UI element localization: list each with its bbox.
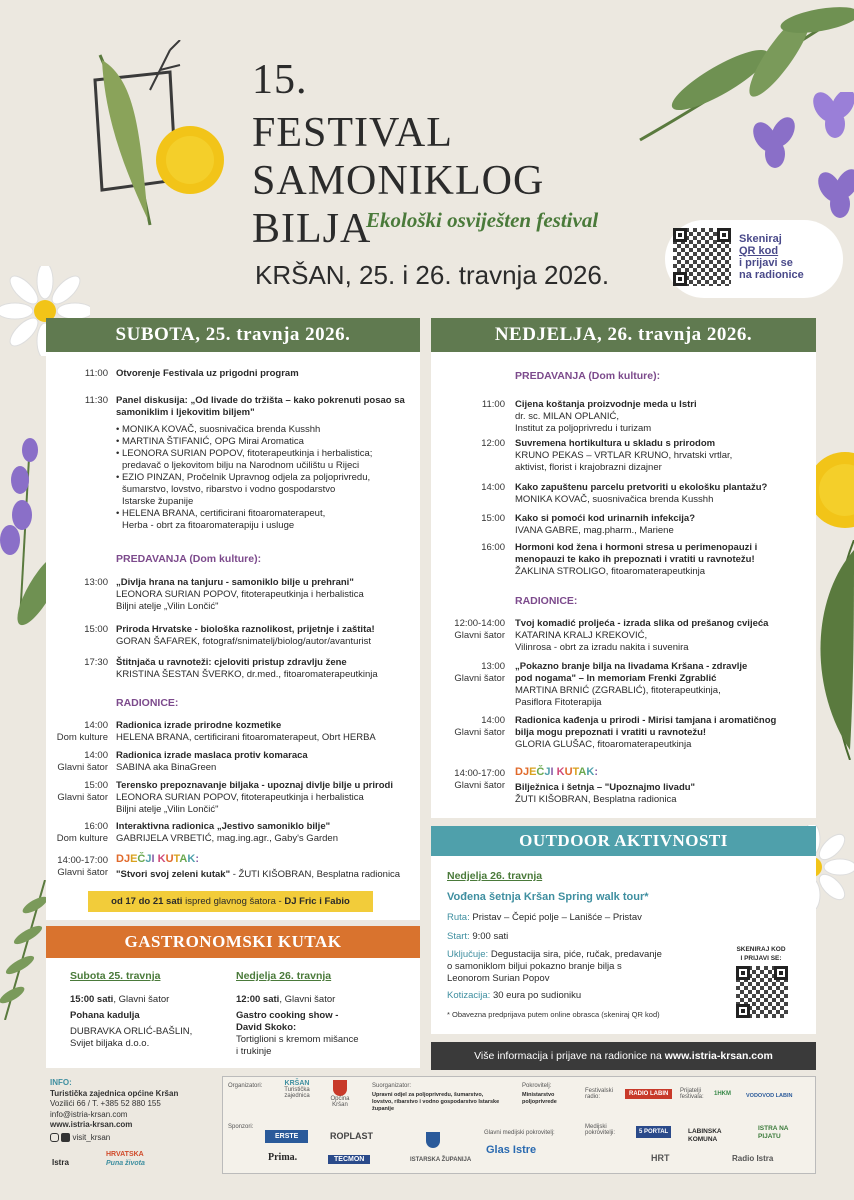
qr-text-2: QR kod xyxy=(739,245,779,257)
workshop-item: Tvoj komadić proljeća - izrada slika od prešanog cvijeća KATARINA KRALJ KREKOVIĆ, Vilinrosa - obrt za izradu nakita i suvenira xyxy=(515,618,769,653)
event-time: 11:00 xyxy=(481,399,505,410)
tour-includes: Uključuje: Degustacija sira, piće, ručak, predavanje o samoniklom biljui pokazno branje bilja s Leonorom Surian Popov xyxy=(447,949,662,984)
gastro-sun-desc: Tortiglioni s kremom mišance i trukinje xyxy=(236,1034,359,1057)
fern-left-icon xyxy=(0,880,50,1020)
organizers-label: Organizatori: xyxy=(228,1083,263,1089)
outdoor-qr-label: SKENIRAJ KOD I PRIJAVI SE: xyxy=(736,946,786,962)
workshop-item: Radionica kađenja u prirodi - Mirisi tamjana i aromatičnog bilja mogu prepoznati i vratiti u ravnotežu! GLORIA GLUŠAC, fitoaromaterapeutkinja xyxy=(515,715,777,750)
media-label: Glavni medijski pokrovitelj: xyxy=(484,1130,555,1136)
facebook-icon[interactable] xyxy=(61,1133,70,1142)
speaker-line: • MARTINA ŠTIFANIĆ, OPG Mirai Aromatica xyxy=(116,436,304,447)
tour-note: * Obavezna predprijava putem online obrasca (skeniraj QR kod) xyxy=(447,1010,660,1019)
media-logo: LABINSKA KOMUNA xyxy=(688,1128,722,1143)
patron: Ministarstvo poljoprivrede xyxy=(522,1092,557,1105)
outdoor-qr-code-icon[interactable] xyxy=(736,966,788,1018)
tour-start: Start: 9:00 sati xyxy=(447,931,509,942)
workshop-item: Interaktivna radionica „Jestivo samoniklo bilje" GABRIJELA VRBETIĆ, mag.ing.agr., Gaby's Garden xyxy=(116,821,338,844)
saturday-header: SUBOTA, 25. travnja 2026. xyxy=(46,318,420,352)
contact-email[interactable]: info@istria-krsan.com xyxy=(50,1109,128,1119)
outdoor-day: Nedjelja 26. travnja xyxy=(447,870,543,882)
panel-title: Panel diskusija: „Od livade do tržišta – kako pokrenuti posao sa samoniklim i ljekovitim biljem" xyxy=(116,395,405,418)
qr-text-1: Skeniraj xyxy=(739,233,782,245)
coorganizer-label: Suorganizator: xyxy=(372,1083,412,1089)
media-logo: Radio Istra xyxy=(732,1154,774,1163)
gastro-sun-day: Nedjelja 26. travnja xyxy=(236,970,332,982)
sponsor-logo: Prima. xyxy=(268,1152,298,1163)
gastro-sun-dish: Gastro cooking show - David Skoko: xyxy=(236,1010,339,1033)
event-time: 13:00 xyxy=(84,577,108,588)
sponsor-logo: ISTARSKA ŽUPANIJA xyxy=(410,1157,472,1163)
panel-speakers xyxy=(116,424,416,532)
section-label-lectures: PREDAVANJA (Dom kulture): xyxy=(116,553,262,565)
speaker-line: • LEONORA SURIAN POPOV, fitoterapeutkinja i herbalistica; xyxy=(116,448,373,459)
workshop-time: 12:00-14:00 Glavni šator xyxy=(454,618,505,641)
speaker-line: • MONIKA KOVAČ, suosnivačica brenda Kusshh xyxy=(116,424,321,435)
sponsor-logo: ROPLAST xyxy=(330,1131,374,1141)
kids-corner-label: DJEČJI KUTAK: xyxy=(515,766,598,778)
contact-web[interactable]: www.istria-krsan.com xyxy=(50,1120,133,1129)
title-line-1: FESTIVAL xyxy=(252,110,453,156)
speaker-line: predavač o ljekovitom bilju na Narodnom učilištu u Rijeci xyxy=(122,460,360,471)
sponsors-label: Sponzori: xyxy=(228,1124,254,1130)
title-line-2: SAMONIKLOG xyxy=(252,158,545,204)
workshop-time: 15:00 Glavni šator xyxy=(57,780,108,803)
hrvatska-logo: HRVATSKA Puna života xyxy=(106,1151,145,1167)
info-bar: Više informacija i prijave na radionice na www.istria-krsan.com xyxy=(431,1042,816,1070)
radio-label: Festivalski radio: xyxy=(585,1088,614,1100)
kids-item: Bilježnica i šetnja – "Upoznajmo livadu" ŽUTI KIŠOBRAN, Besplatna radionica xyxy=(515,782,696,805)
kids-corner-label: DJEČJI KUTAK: xyxy=(116,853,199,865)
event-time: 16:00 xyxy=(481,542,505,553)
festival-number: 15. xyxy=(252,57,308,103)
workshop-item: Radionica izrade maslaca protiv komaraca SABINA aka BinaGreen xyxy=(116,750,308,773)
website-link[interactable]: www.istria-krsan.com xyxy=(664,1050,773,1062)
lecture-item: Kako zapuštenu parcelu pretvoriti u ekološku plantažu? MONIKA KOVAČ, suosnivačica brenda Kusshh xyxy=(515,482,768,505)
dateline: KRŠAN, 25. i 26. travnja 2026. xyxy=(255,260,610,290)
event-title: Otvorenje Festivala uz prigodni program xyxy=(116,368,299,379)
speaker-line: • EZIO PINZAN, Pročelnik Upravnog odjela za poljoprivredu, xyxy=(116,472,371,483)
kids-item: "Stvori svoj zeleni kutak" - ŽUTI KIŠOBRAN, Besplatna radionica xyxy=(116,869,401,880)
event-time: 14:00 xyxy=(481,482,505,493)
lecture-item: Štitnjača u ravnoteži: cjeloviti pristup zdravlju žene KRISTINA ŠESTAN ŠVERKO, dr.med., fitoaromaterapeutkinja xyxy=(116,657,378,680)
workshop-time: 14:00 Glavni šator xyxy=(454,715,505,738)
contact-block xyxy=(50,1078,215,1143)
workshop-item: Terensko prepoznavanje biljaka - upoznaj divlje bilje u prirodi LEONORA SURIAN POPOV, fitoterapeutkinja i herbalistica Biljni atelje „Vilin Lončić" xyxy=(116,780,393,815)
lecture-item: Kako si pomoći kod urinarnih infekcija? IVANA GABRE, mag.pharm., Mariene xyxy=(515,513,696,536)
speaker-line: Herba - obrt za fitoaromaterapiju i usluge xyxy=(122,520,295,531)
gastro-sun-time: 12:00 sati, Glavni šator xyxy=(236,994,336,1005)
qr-text-4: na radionice xyxy=(739,269,804,281)
subtitle: Ekološki osviješten festival xyxy=(366,208,599,232)
lecture-item: „Divlja hrana na tanjuru - samoniklo bilje u prehrani" LEONORA SURIAN POPOV, fitoterapeutkinja i herbalistica Biljni atelje „Vilin Lončić" xyxy=(116,577,364,612)
speaker-line: • HELENA BRANA, certificirani fitoaromaterapeut, xyxy=(116,508,326,519)
tour-price: Kotizacija: 30 eura po sudioniku xyxy=(447,990,582,1001)
contact-org: Turistička zajednica općine Kršan xyxy=(50,1088,179,1098)
botanical-illustration xyxy=(80,40,240,230)
speaker-line: Istarske županije xyxy=(122,496,194,507)
event-time: 11:00 xyxy=(84,368,108,379)
outdoor-header: OUTDOOR AKTIVNOSTI xyxy=(431,826,816,856)
friend-logo: VODOVOD LABIN xyxy=(746,1093,793,1099)
workshop-item: „Pokazno branje bilja na livadama Kršana - zdravlje pod nogama" – In memoriam Frenki Zgrablić MARTINA BRNIĆ (ZGRABLIĆ), fitoterapeutkinja, Pasiflora Fitoterapija xyxy=(515,661,748,708)
workshop-item: Radionica izrade prirodne kozmetike HELENA BRANA, certificirani fitoaromaterapeut, Obrt HERBA xyxy=(116,720,376,743)
violet-flowers-icon xyxy=(745,92,854,222)
instagram-icon[interactable] xyxy=(50,1133,59,1142)
lecture-item: Cijena koštanja proizvodnje meda u Istri dr. sc. MILAN OPLANIĆ, Institut za poljoprivredu i turizam xyxy=(515,399,697,434)
event-time: 12:00 xyxy=(481,438,505,449)
section-label-workshops: RADIONICE: xyxy=(116,697,179,709)
event-time: 17:30 xyxy=(84,657,108,668)
friend-logo: 1HKM xyxy=(714,1091,732,1097)
lecture-item: Hormoni kod žena i hormoni stresa u perimenopauzi i menopauzi te kako ih prepoznati i vratiti u ravnotežu! ŽAKLINA STROLIGO, fitoaromaterapeutkinja xyxy=(515,542,758,577)
workshop-time: 13:00 Glavni šator xyxy=(454,661,505,684)
qr-code-icon[interactable] xyxy=(673,228,731,286)
speaker-line: šumarstvo, lovstvo, ribarstvo i vodno gospodarstvo xyxy=(122,484,336,495)
event-time: 11:30 xyxy=(84,395,108,406)
krsan-logo: KRŠAN Turistička zajednica xyxy=(284,1080,310,1099)
workshop-time: 16:00 Dom kulture xyxy=(56,821,108,844)
coorganizer: Upravni odjel za poljoprivredu, šumarstvo, lovstvo, ribarstvo i vodno gospodarstvo Istarske županije xyxy=(372,1092,500,1112)
section-label-lectures: PREDAVANJA (Dom kulture): xyxy=(515,370,661,382)
opcina-logo: Općina Kršan xyxy=(326,1080,354,1108)
title-line-3: BILJA xyxy=(252,206,372,252)
kids-time: 14:00-17:00 Glavni šator xyxy=(454,768,505,791)
workshop-time: 14:00 Glavni šator xyxy=(57,750,108,773)
sunday-header: NEDJELJA, 26. travnja 2026. xyxy=(431,318,816,352)
gastro-sat-time: 15:00 sati, Glavni šator xyxy=(70,994,170,1005)
gastro-sat-chef: DUBRAVKA ORLIĆ-BAŠLIN, Svijet biljaka d.o.o. xyxy=(70,1026,193,1049)
qr-instructions xyxy=(739,233,804,281)
dj-bar: od 17 do 21 sati ispred glavnog šatora - DJ Fric i Fabio xyxy=(88,891,373,912)
kids-time: 14:00-17:00 Glavni šator xyxy=(57,855,108,878)
workshop-time: 14:00 Dom kulture xyxy=(56,720,108,743)
lecture-item: Priroda Hrvatske - biološka raznolikost, prijetnje i zaštita! GORAN ŠAFAREK, fotograf/snimatelj/biolog/autor/avanturist xyxy=(116,624,375,647)
event-time: 15:00 xyxy=(84,624,108,635)
tour-route: Ruta: Pristav – Čepić polje – Lanišće – Pristav xyxy=(447,912,642,923)
media-patrons-label: Medijski pokrovitelji: xyxy=(585,1124,616,1136)
event-time: 15:00 xyxy=(481,513,505,524)
media-logo: Glas Istre xyxy=(486,1144,537,1156)
gastro-header: GASTRONOMSKI KUTAK xyxy=(46,926,420,958)
media-logo: ISTRA NA PIJATU xyxy=(758,1125,789,1140)
qr-text-3: i prijavi se xyxy=(739,257,793,269)
social-row: visit_krsan xyxy=(50,1133,215,1144)
media-logo: HRT xyxy=(651,1153,670,1163)
radio-logo: RADIO LABIN xyxy=(625,1089,672,1099)
sponsor-logo: TECMON xyxy=(328,1155,370,1164)
lecture-item: Suvremena hortikultura u skladu s prirodom KRUNO PEKAS – VRTLAR KRUNO, hrvatski vrtlar, aktivist, florist i krajobrazni dizajner xyxy=(515,438,733,473)
media-logo: 5 PORTAL xyxy=(636,1126,671,1138)
tour-title: Vođena šetnja Kršan Spring walk tour* xyxy=(447,891,649,903)
istarska-crest-icon xyxy=(426,1132,440,1148)
section-label-workshops: RADIONICE: xyxy=(515,595,578,607)
contact-address: Vozilići 66 / T. +385 52 880 155 xyxy=(50,1099,161,1108)
patron-label: Pokrovitelj: xyxy=(522,1083,552,1089)
gastro-sat-day: Subota 25. travnja xyxy=(70,970,161,982)
gastro-sat-dish: Pohana kadulja xyxy=(70,1010,140,1021)
sponsor-logo: ERSTE xyxy=(265,1130,308,1143)
contact-label: INFO: xyxy=(50,1078,72,1087)
friends-label: Prijatelji festivala: xyxy=(680,1088,704,1100)
istra-logo: Istra xyxy=(52,1158,69,1167)
